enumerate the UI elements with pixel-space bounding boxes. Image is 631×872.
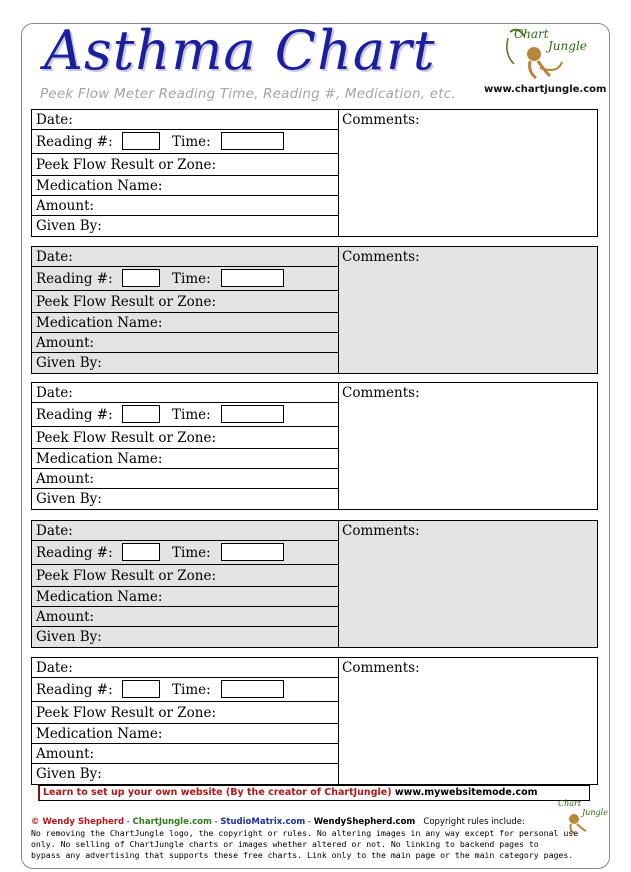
medication-field[interactable]: [32, 587, 338, 607]
date-field[interactable]: [32, 658, 338, 678]
medication-field[interactable]: [32, 724, 338, 744]
reading-number-input[interactable]: [122, 543, 160, 561]
reading-number-input[interactable]: [122, 269, 160, 287]
footer-rules-line: No removing the ChartJungle logo, the copyright or rules. No altering images in any way except for personal use: [31, 828, 579, 838]
entry-fields: [32, 247, 339, 373]
promo-banner[interactable]: [38, 785, 590, 801]
footer-site-wendyshepherd[interactable]: WendyShepherd.com: [313, 817, 416, 827]
entry-block: [31, 382, 598, 510]
reading-label: Reading #:: [36, 682, 113, 698]
medication-label: Medication Name:: [36, 726, 163, 742]
amount-field[interactable]: [32, 744, 338, 764]
date-field[interactable]: [32, 247, 338, 267]
comments-label: Comments:: [342, 523, 420, 539]
footer-site-chartjungle[interactable]: ChartJungle.com: [132, 817, 212, 827]
svg-text:Jungle: Jungle: [582, 808, 608, 817]
medication-label: Medication Name:: [36, 589, 163, 605]
medication-label: Medication Name:: [36, 178, 163, 194]
reading-label: Reading #:: [36, 407, 113, 423]
medication-label: Medication Name:: [36, 315, 163, 331]
given-by-label: Given By:: [36, 629, 102, 645]
reading-label: Reading #:: [36, 134, 113, 150]
medication-field[interactable]: [32, 449, 338, 469]
logo-text-jungle: Jungle: [548, 39, 587, 53]
date-field[interactable]: [32, 521, 338, 541]
peak-flow-field[interactable]: [32, 565, 338, 587]
date-field[interactable]: [32, 383, 338, 403]
logo-text-chart: Chart: [514, 27, 549, 41]
entry-block: [31, 246, 598, 374]
date-label: Date:: [36, 385, 73, 401]
time-label: Time:: [172, 407, 211, 423]
footer-site-studiomatrix[interactable]: StudioMatrix.com: [220, 817, 306, 827]
reading-time-row[interactable]: [32, 678, 338, 702]
time-input[interactable]: [221, 132, 284, 150]
comments-label: Comments:: [342, 112, 420, 128]
time-label: Time:: [172, 134, 211, 150]
comments-label: Comments:: [342, 660, 420, 676]
amount-field[interactable]: [32, 196, 338, 216]
given-by-field[interactable]: [32, 627, 338, 648]
peak-flow-field[interactable]: [32, 154, 338, 176]
peak-flow-field[interactable]: [32, 427, 338, 449]
footer-author: © Wendy Shepherd: [31, 817, 125, 827]
given-by-field[interactable]: [32, 353, 338, 374]
medication-field[interactable]: [32, 313, 338, 333]
date-label: Date:: [36, 249, 73, 265]
entry-block: [31, 109, 598, 237]
entry-block: [31, 520, 598, 648]
reading-label: Reading #:: [36, 271, 113, 287]
date-field[interactable]: [32, 110, 338, 130]
reading-number-input[interactable]: [122, 132, 160, 150]
amount-label: Amount:: [36, 335, 95, 351]
date-label: Date:: [36, 112, 73, 128]
peak-flow-field[interactable]: [32, 291, 338, 313]
footer-rules-line: bypass any advertising that supports these free charts. Link only to the main page or the main category pages.: [31, 850, 574, 860]
time-label: Time:: [172, 682, 211, 698]
given-by-label: Given By:: [36, 491, 102, 507]
svg-text:Chart: Chart: [558, 799, 582, 808]
peak-flow-label: Peek Flow Result or Zone:: [36, 430, 217, 446]
amount-label: Amount:: [36, 198, 95, 214]
date-label: Date:: [36, 660, 73, 676]
peak-flow-label: Peek Flow Result or Zone:: [36, 705, 217, 721]
given-by-field[interactable]: [32, 764, 338, 785]
peak-flow-label: Peek Flow Result or Zone:: [36, 294, 217, 310]
given-by-field[interactable]: [32, 489, 338, 510]
amount-field[interactable]: [32, 469, 338, 489]
time-input[interactable]: [221, 543, 284, 561]
comments-label: Comments:: [342, 385, 420, 401]
entry-block: [31, 657, 598, 785]
time-input[interactable]: [221, 680, 284, 698]
promo-url[interactable]: www.mywebsitemode.com: [394, 787, 538, 798]
site-url: www.chartjungle.com: [484, 84, 607, 95]
reading-time-row[interactable]: [32, 541, 338, 565]
given-by-label: Given By:: [36, 218, 102, 234]
copyright-footer: © Wendy Shepherd - ChartJungle.com - StudioMatrix.com - WendyShepherd.com Copyright rules include: No removing the ChartJungle logo, the copyright or rules. No altering images in any way except for personal use only. No selling of ChartJungle charts or images whether altered or not. No linking to backend pages to bypass any advertising that supports these free charts. Link only to the main page or the main category pages.: [31, 817, 591, 861]
amount-label: Amount:: [36, 609, 95, 625]
amount-field[interactable]: [32, 607, 338, 627]
time-label: Time:: [172, 545, 211, 561]
reading-time-row[interactable]: [32, 267, 338, 291]
date-label: Date:: [36, 523, 73, 539]
peak-flow-label: Peek Flow Result or Zone:: [36, 157, 217, 173]
chartjungle-logo: [500, 24, 596, 82]
peak-flow-field[interactable]: [32, 702, 338, 724]
reading-label: Reading #:: [36, 545, 113, 561]
page-title: Asthma Chart: [44, 19, 436, 82]
medication-label: Medication Name:: [36, 451, 163, 467]
entry-fields: [32, 110, 339, 236]
time-label: Time:: [172, 271, 211, 287]
reading-time-row[interactable]: [32, 130, 338, 154]
footer-rules-intro: Copyright rules include:: [423, 817, 525, 827]
peak-flow-label: Peek Flow Result or Zone:: [36, 568, 217, 584]
amount-field[interactable]: [32, 333, 338, 353]
promo-text: Learn to set up your own website (By the creator of ChartJungle): [43, 787, 392, 798]
reading-time-row[interactable]: [32, 403, 338, 427]
entry-fields: [32, 521, 339, 647]
given-by-label: Given By:: [36, 355, 102, 371]
time-input[interactable]: [221, 405, 284, 423]
amount-label: Amount:: [36, 471, 95, 487]
given-by-label: Given By:: [36, 766, 102, 782]
given-by-field[interactable]: [32, 216, 338, 237]
comments-label: Comments:: [342, 249, 420, 265]
page-subtitle: Peek Flow Meter Reading Time, Reading #, Medication, etc.: [40, 86, 456, 102]
time-input[interactable]: [221, 269, 284, 287]
entry-fields: [32, 383, 339, 509]
entry-fields: [32, 658, 339, 784]
amount-label: Amount:: [36, 746, 95, 762]
medication-field[interactable]: [32, 176, 338, 196]
reading-number-input[interactable]: [122, 680, 160, 698]
reading-number-input[interactable]: [122, 405, 160, 423]
footer-rules-line: only. No selling of ChartJungle charts or images whether altered or not. No linking to backend pages to: [31, 839, 539, 849]
